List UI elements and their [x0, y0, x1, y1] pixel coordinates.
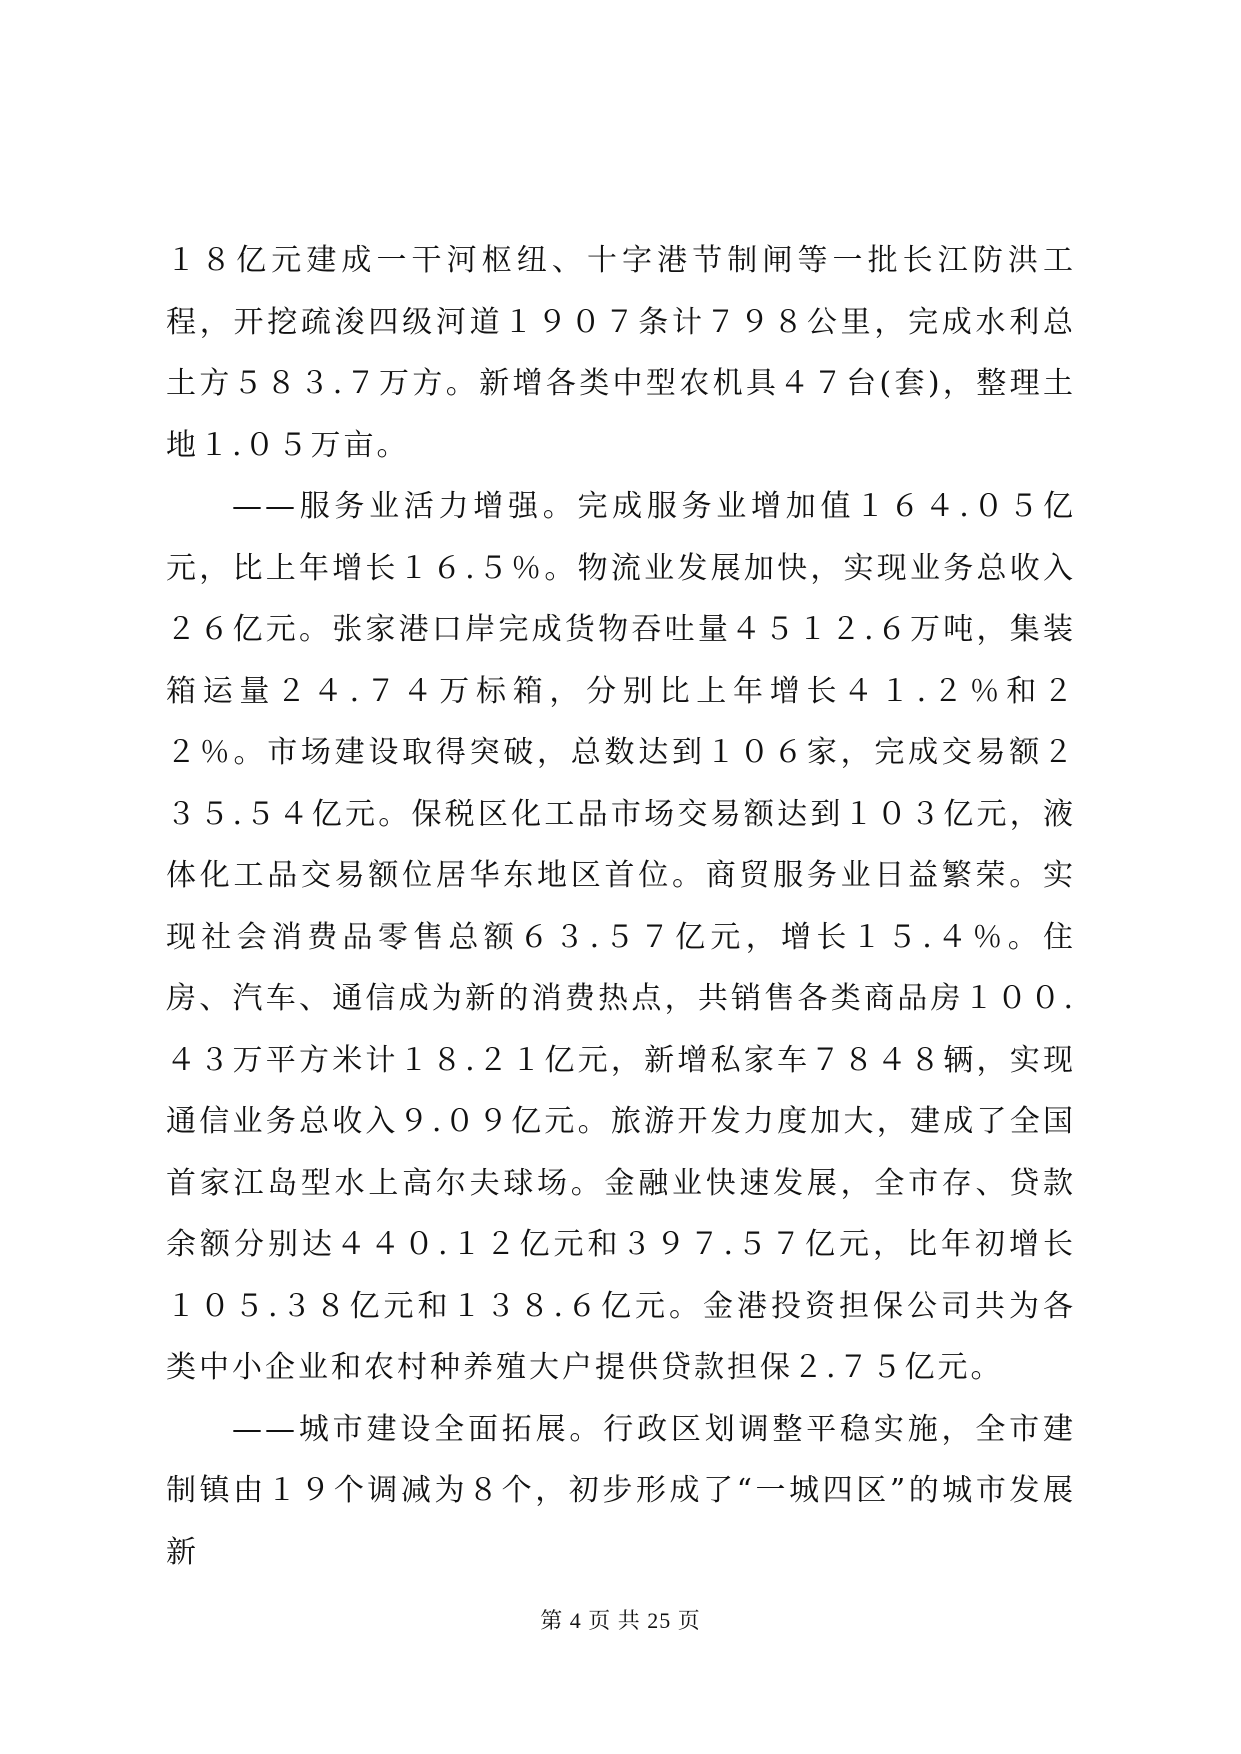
paragraph-service-industry: ——服务业活力增强。完成服务业增加值１６４.０５亿元，比上年增长１６.５％。物流业发展加快，实现业务总收入２６亿元。张家港口岸完成货物吞吐量４５１２.６万吨，集装箱运量２４.７４万标箱，分别比上年增长４１.２％和２２％。市场建设取得突破，总数达到１０６家，完成交易额２３５.５４亿元。保税区化工品市场交易额达到１０３亿元，液体化工品交易额位居华东地区首位。商贸服务业日益繁荣。实现社会消费品零售总额６３.５７亿元，增长１５.４％。住房、汽车、通信成为新的消费热点，共销售各类商品房１００.４３万平方米计１８.２１亿元，新增私家车７８４８辆，实现通信业务总收入９.０９亿元。旅游开发力度加大，建成了全国首家江岛型水上高尔夫球场。金融业快速发展，全市存、贷款余额分别达４４０.１２亿元和３９７.５７亿元，比年初增长１０５.３８亿元和１３８.６亿元。金港投资担保公司共为各类中小企业和农村种养殖大户提供贷款担保２.７５亿元。	[166, 489, 1076, 1385]
paragraph-water-works: １８亿元建成一干河枢纽、十字港节制闸等一批长江防洪工程，开挖疏浚四级河道１９０７条计７９８公里，完成水利总土方５８３.７万方。新增各类中型农机具４７台(套)，整理土地１.０５万亩。	[166, 243, 1076, 463]
page-number-footer: 第 4 页 共 25 页	[540, 1608, 701, 1633]
paragraph-urban-construction: ——城市建设全面拓展。行政区划调整平稳实施，全市建制镇由１９个调减为８个，初步形成了“一城四区”的城市发展新	[166, 1411, 1076, 1570]
body-text	[166, 230, 1076, 1583]
